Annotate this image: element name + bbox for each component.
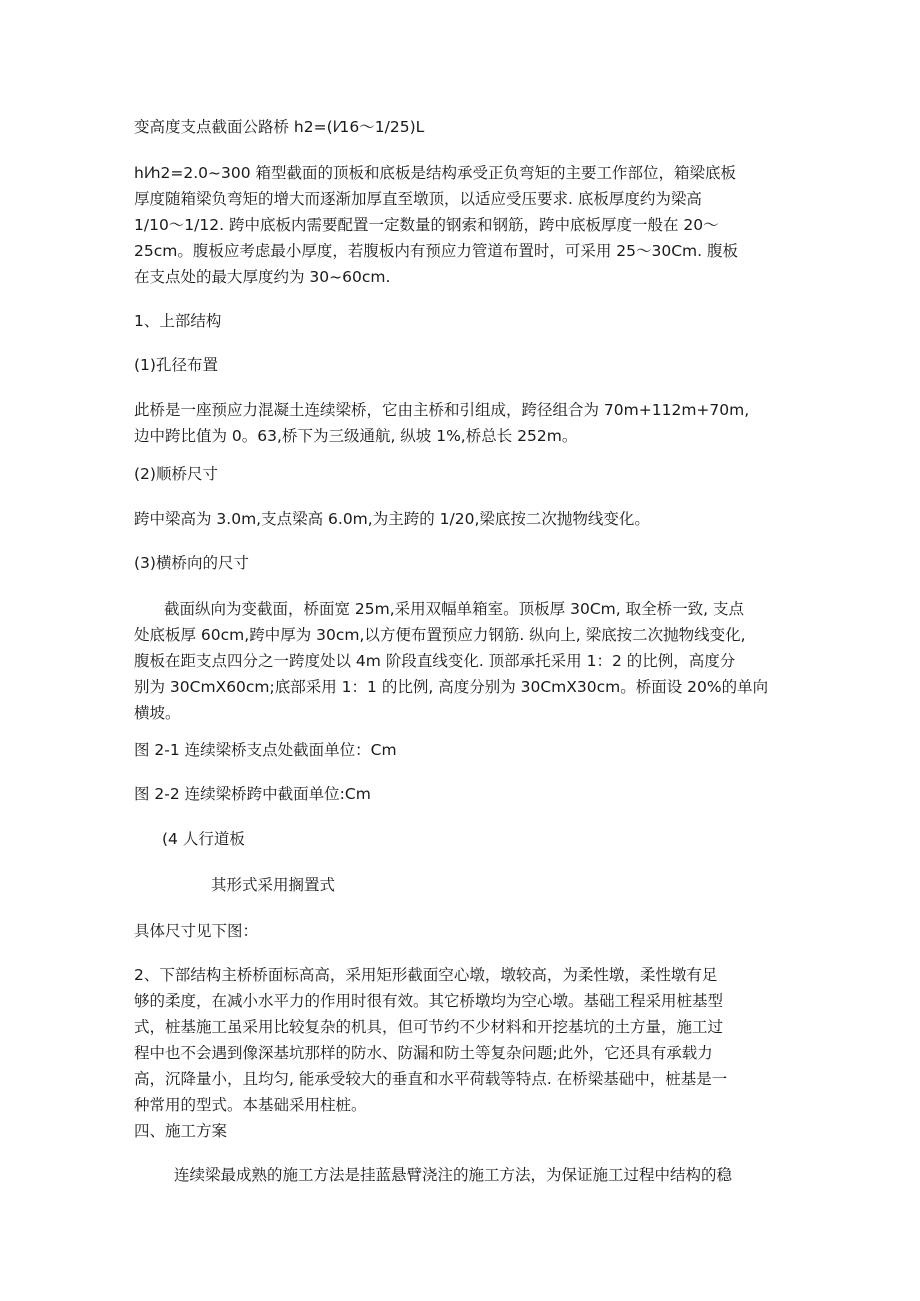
paragraph-dimensions-note: 具体尺寸见下图： [134,922,259,940]
figure-caption-2-2: 图 2-2 连续梁桥跨中截面单位:Cm [134,785,371,803]
paragraph-sidewalk-form: 其形式采用搁置式 [211,876,336,894]
subsection-title-sidewalk: (4 人行道板 [162,830,245,848]
paragraph-box-section: hl⁄h2=2.0~300 箱型截面的顶板和底板是结构承受正负弯矩的主要工作部位，箱梁底板 厚度随箱梁负弯矩的增大而逐渐加厚直至墩顶，以适应受压要求. 底板厚度约为梁高 1/10～1/12. 跨中底板内需要配置一定数量的钢索和钢筋，跨中底板厚度一般在 20～ 25cm。腹板应考虑最小厚度，若腹板内有预应力管道布置时，可采用 25～30Cm. 腹板 在支点处的最大厚度约为 30~60cm. [134,164,738,286]
section-title-superstructure: 1、上部结构 [134,312,222,330]
subsection-title-longitudinal: (2)顺桥尺寸 [134,465,218,483]
paragraph-construction: 连续梁最成熟的施工方法是挂蓝悬臂浇注的施工方法，为保证施工过程中结构的稳 [174,1166,733,1184]
paragraph-transverse: 截面纵向为变截面，桥面宽 25m,采用双幅单箱室。顶板厚 30Cm, 取全桥一致, 支点 处底板厚 60cm,跨中厚为 30cm,以方便布置预应力钢筋. 纵向上, 梁底按二次抛物线变化, 腹板在距支点四分之一跨度处以 4m 阶段直线变化. 顶部承托采用 1：2 的比例，高度分 别为 30CmX60cm;底部采用 1：1 的比例, 高度分别为 30CmX30cm。桥面设 20%的单向 横坡。 [134,600,769,722]
paragraph-substructure: 2、下部结构主桥桥面标高高，采用矩形截面空心墩，墩较高，为柔性墩，柔性墩有足 够的柔度，在减小水平力的作用时很有效。其它桥墩均为空心墩。基础工程采用桩基型 式，桩基施工虽采用比较复杂的机具，但可节约不少材料和开挖基坑的土方量，施工过 程中也不会遇到像深基坑那样的防水、防漏和防土等复杂问题;此外，它还具有承载力 高，沉降量小，且均匀, 能承受较大的垂直和水平荷载等特点. 在桥梁基础中，桩基是一 种常用的型式。本基础采用柱桩。 [134,966,728,1114]
paragraph-span-layout: 此桥是一座预应力混凝土连续梁桥，它由主桥和引组成，跨径组合为 70m+112m+70m, 边中跨比值为 0。63,桥下为三级通航, 纵坡 1%,桥总长 252m。 [134,401,750,445]
paragraph-longitudinal: 跨中梁高为 3.0m,支点梁高 6.0m,为主跨的 1/20,梁底按二次抛物线变化。 [134,510,650,528]
figure-caption-2-1: 图 2-1 连续梁桥支点处截面单位：Cm [134,741,397,759]
section-title-construction: 四、施工方案 [134,1122,228,1140]
subsection-title-span-layout: (1)孔径布置 [134,356,218,374]
subsection-title-transverse: (3)横桥向的尺寸 [134,554,249,572]
heading-formula: 变高度支点截面公路桥 h2=(l⁄16～1/25)L [134,118,425,136]
